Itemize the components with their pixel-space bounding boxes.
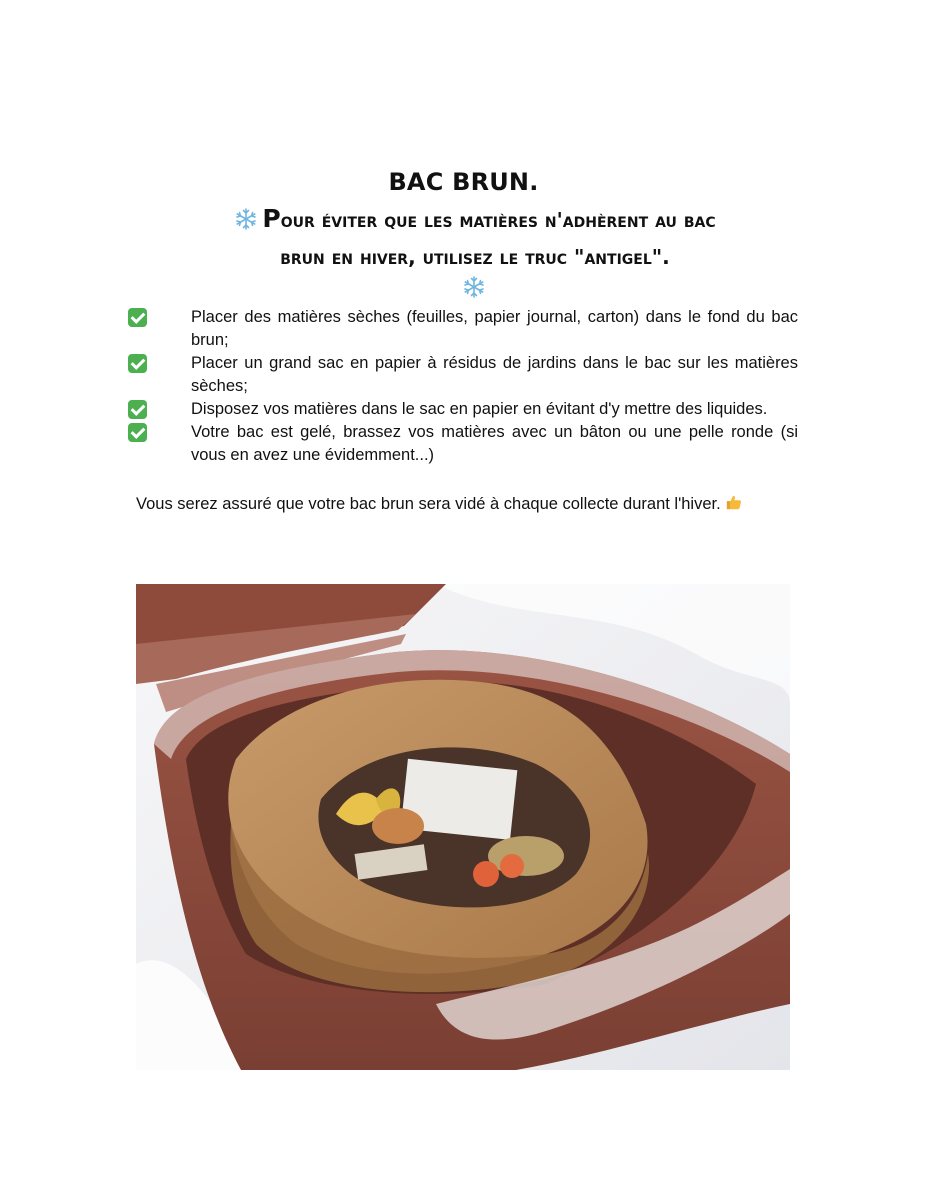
subtitle-line-2: brun en hiver, utilisez le truc "antigel".: [280, 245, 670, 269]
closing-note-text: Vous serez assuré que votre bac brun sera vidé à chaque collecte durant l'hiver.: [136, 495, 721, 513]
subtitle-line-1: [150, 200, 800, 239]
page-title: BAC BRUN.: [388, 168, 539, 196]
brown-bin-photo: [136, 584, 790, 1070]
check-mark-icon: [128, 400, 147, 419]
check-mark-icon: [128, 308, 147, 327]
subtitle: [150, 200, 800, 276]
subtitle-initial: P: [262, 204, 281, 233]
check-mark-icon: [128, 354, 147, 373]
step-text: Placer un grand sac en papier à résidus de jardins dans le bac sur les matières sèches;: [191, 354, 798, 395]
step-text: Disposez vos matières dans le sac en papier en évitant d'y mettre des liquides.: [191, 400, 768, 418]
subtitle-line-1-text: our éviter que les matières n'adhèrent au bac: [280, 208, 716, 232]
closing-note: [136, 493, 743, 516]
check-mark-icon: [128, 423, 147, 442]
steps-list: [128, 306, 798, 467]
list-item: [128, 352, 798, 398]
list-item: [128, 421, 798, 467]
thumbs-up-icon: [725, 493, 743, 511]
list-item: [128, 398, 798, 421]
snowflake-icon: [234, 207, 258, 231]
list-item: [128, 306, 798, 352]
snowflake-icon: [462, 275, 486, 299]
step-text: Placer des matières sèches (feuilles, papier journal, carton) dans le fond du bac brun;: [191, 308, 798, 349]
step-text: Votre bac est gelé, brassez vos matières avec un bâton ou une pelle ronde (si vous en avez une évidemment...): [191, 423, 798, 464]
